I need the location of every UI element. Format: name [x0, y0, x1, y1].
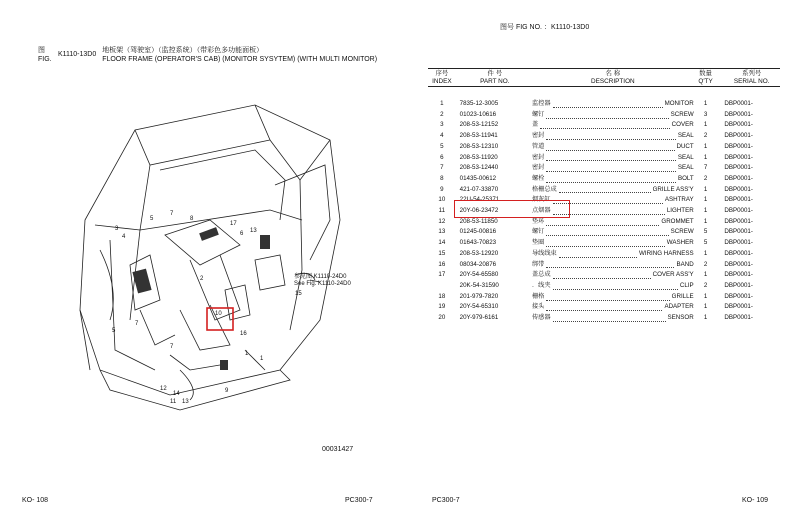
svg-text:1: 1 [245, 351, 249, 357]
svg-text:7: 7 [135, 321, 139, 327]
leader-dots [559, 251, 637, 258]
header-index: 序号 INDEX [428, 69, 456, 87]
row-serial: DBP0001- [724, 174, 753, 182]
row-part-no: 20Y-54-65310 [459, 303, 499, 311]
row-part-no: 421-07-33870 [459, 185, 499, 193]
leader-dots [546, 144, 674, 151]
row-desc-cn: 密封 [531, 132, 545, 140]
row-desc-cn: 密封 [531, 164, 545, 172]
row-desc-en: COVER [671, 121, 694, 129]
row-index: 19 [438, 303, 446, 311]
row-part-no: 208-53-12152 [459, 121, 499, 129]
row-qty: 1 [703, 303, 708, 311]
row-serial: DBP0001- [724, 110, 753, 118]
row-serial: DBP0001- [724, 185, 753, 193]
table-header-row [428, 69, 780, 87]
row-index: 16 [438, 260, 446, 268]
table-row [428, 142, 780, 153]
row-description [531, 120, 695, 131]
row-desc-cn: 监控器 [531, 100, 551, 107]
row-part-no: 201-979-7820 [459, 292, 499, 300]
leader-dots [546, 229, 668, 236]
row-serial: DBP0001- [724, 207, 753, 215]
row-part-no: 22U-54-25371 [459, 196, 500, 204]
row-description [531, 185, 695, 196]
row-part-no: 01023-10616 [459, 110, 497, 118]
table-row [428, 260, 780, 271]
svg-text:11: 11 [170, 399, 177, 405]
table-row [428, 217, 780, 228]
row-desc-en: SEAL [677, 153, 694, 161]
row-qty: 1 [703, 249, 708, 257]
row-description [531, 142, 695, 153]
row-qty: 3 [703, 110, 708, 118]
row-desc-cn: 烟灰缸 [531, 196, 551, 204]
row-serial: DBP0001- [724, 292, 753, 300]
row-index: 15 [438, 249, 446, 257]
row-serial: DBP0001- [724, 303, 753, 311]
row-desc-cn: 盖总成 [531, 271, 551, 279]
row-serial: DBP0001- [724, 260, 753, 268]
right-model-label: PC300-7 [432, 497, 460, 504]
row-description [531, 99, 695, 110]
row-index: 7 [440, 164, 444, 172]
row-desc-en: GRILLE ASS'Y [652, 185, 694, 193]
row-description [531, 131, 695, 142]
row-description [531, 281, 695, 292]
row-qty: 2 [703, 281, 708, 289]
leader-dots [553, 315, 666, 322]
row-part-no: 01245-00816 [459, 228, 497, 236]
row-desc-cn: 管道 [531, 142, 545, 150]
row-desc-en: SCREW [670, 110, 694, 118]
row-serial: DBP0001- [724, 314, 753, 322]
row-qty: 1 [703, 153, 708, 161]
leader-dots [546, 165, 676, 172]
row-index: 12 [438, 217, 446, 225]
row-desc-en: SEAL [677, 132, 694, 140]
row-desc-en: ASHTRAY [664, 196, 694, 204]
row-desc-cn: 垫圈 [531, 239, 545, 247]
row-serial: DBP0001- [724, 239, 753, 247]
row-serial: DBP0001- [724, 153, 753, 161]
fig-label: 图 FIG. [38, 47, 52, 63]
table-row [428, 238, 780, 249]
row-part-no: 20Y-54-65580 [459, 271, 499, 279]
svg-text:4: 4 [122, 234, 126, 240]
row-qty: 2 [703, 260, 708, 268]
table-row [428, 227, 780, 238]
row-serial: DBP0001- [724, 121, 753, 129]
row-serial: DBP0001- [724, 281, 753, 289]
svg-text:13: 13 [182, 399, 189, 405]
table-row [428, 292, 780, 303]
row-index: 9 [440, 185, 444, 193]
row-serial: DBP0001- [724, 271, 753, 279]
row-qty: 1 [703, 292, 708, 300]
row-part-no: 208-53-12310 [459, 142, 499, 150]
row-part-no: 208-53-11941 [459, 132, 498, 140]
fig-title-cn: 地板架（驾驶室）（监控系统）（带彩色多功能面板） [102, 47, 264, 54]
leader-dots [546, 176, 676, 183]
row-desc-cn: 格栅总成 [531, 185, 557, 193]
row-desc-cn: 绑带 [531, 260, 545, 268]
row-part-no: 20K-54-31590 [459, 281, 499, 289]
row-description [531, 313, 695, 324]
table-row [428, 302, 780, 313]
row-qty: 1 [703, 196, 708, 204]
svg-text:15: 15 [295, 291, 302, 297]
row-index: 8 [440, 174, 444, 182]
row-qty: 2 [703, 174, 708, 182]
row-index: 3 [440, 121, 444, 129]
row-description [531, 110, 695, 121]
row-serial: DBP0001- [724, 132, 753, 140]
row-qty: 1 [703, 271, 708, 279]
row-description [531, 174, 695, 185]
row-desc-cn: ．线夹 [531, 281, 551, 289]
table-row [428, 131, 780, 142]
row-index: 10 [438, 196, 446, 204]
svg-text:7: 7 [170, 211, 174, 217]
row-desc-cn: 栅格 [531, 292, 545, 300]
table-row [428, 174, 780, 185]
svg-text:1: 1 [260, 356, 264, 362]
row-desc-cn: 螺栓 [531, 174, 545, 182]
leader-dots [540, 122, 670, 129]
svg-text:7: 7 [170, 344, 174, 350]
row-part-no: 20Y-06-23472 [459, 207, 499, 215]
leader-dots [546, 304, 662, 311]
header-description: 名 称 DESCRIPTION [531, 69, 695, 87]
row-desc-cn: 导线线束 [531, 249, 557, 257]
leader-dots [546, 133, 676, 140]
table-row [428, 185, 780, 196]
table-row [428, 120, 780, 131]
row-desc-en: WIRING HARNESS [639, 249, 694, 257]
row-qty: 1 [703, 314, 708, 322]
highlight-box [454, 200, 570, 218]
row-description [531, 249, 695, 260]
row-desc-en: WASHER [666, 239, 694, 247]
row-desc-en: BOLT [677, 174, 694, 182]
row-desc-en: MONITOR [664, 100, 694, 107]
row-qty: 1 [703, 100, 708, 107]
row-qty: 1 [703, 121, 708, 129]
row-qty: 1 [703, 142, 708, 150]
row-description [531, 260, 695, 271]
row-qty: 5 [703, 228, 708, 236]
row-desc-en: COVER ASS'Y [652, 271, 694, 279]
row-description [531, 153, 695, 164]
svg-text:12: 12 [160, 386, 167, 392]
table-row [428, 163, 780, 174]
row-desc-en: ADAPTER [664, 303, 694, 311]
row-desc-en: DUCT [676, 142, 694, 150]
row-desc-en: CLIP [679, 281, 694, 289]
row-index [428, 281, 456, 292]
row-part-no: 01435-00612 [459, 174, 497, 182]
table-row [428, 281, 780, 292]
figure-title [38, 46, 377, 64]
row-desc-cn: 螺钉 [531, 228, 545, 236]
svg-text:6: 6 [240, 231, 244, 237]
row-part-no: 208-53-12440 [459, 164, 499, 172]
row-desc-cn: 螺钉 [531, 110, 545, 118]
row-serial: DBP0001- [724, 164, 753, 172]
row-desc-en: BAND [676, 260, 694, 268]
row-desc-cn: 密封 [531, 153, 545, 161]
row-index: 18 [438, 292, 446, 300]
table-row [428, 110, 780, 121]
row-part-no: 20Y-979-6161 [459, 314, 499, 322]
svg-text:13: 13 [250, 228, 257, 234]
leader-dots [559, 186, 651, 193]
row-desc-en: SCREW [670, 228, 694, 236]
header-qty: 数量 Q'TY [695, 69, 717, 87]
row-index: 1 [440, 100, 444, 107]
row-desc-en: SEAL [677, 164, 694, 172]
row-serial: DBP0001- [724, 142, 753, 150]
row-desc-en: GROMMET [661, 217, 694, 225]
row-desc-cn: 垫环 [531, 217, 545, 225]
leader-dots [553, 272, 651, 279]
svg-text:17: 17 [230, 221, 237, 227]
leader-dots [546, 294, 669, 301]
svg-text:8: 8 [190, 216, 194, 222]
row-description [531, 270, 695, 281]
row-qty: 1 [703, 185, 708, 193]
row-index: 4 [440, 132, 444, 140]
row-part-no: 01643-70823 [459, 239, 497, 247]
leader-dots [546, 240, 664, 247]
svg-text:10: 10 [215, 311, 222, 317]
parts-table [428, 68, 780, 324]
row-description [531, 292, 695, 303]
row-part-no: 7835-12-3005 [459, 100, 499, 107]
drawing-number: 00031427 [322, 446, 354, 453]
svg-text:9: 9 [225, 388, 229, 394]
row-description [531, 238, 695, 249]
row-serial: DBP0001- [724, 196, 753, 204]
cab-exploded-diagram [40, 70, 370, 420]
svg-text:14: 14 [173, 391, 180, 397]
row-desc-cn: 接头 [531, 303, 545, 311]
row-index: 13 [438, 228, 446, 236]
leader-dots [553, 283, 678, 290]
header-serial: 系列号 SERIAL NO. [716, 69, 780, 87]
right-page-number: KO- 109 [742, 497, 769, 504]
table-row [428, 99, 780, 110]
row-serial: DBP0001- [724, 217, 753, 225]
reference-note: 参见图 K1110-24D0 See Fig. K1110-24D0 [294, 274, 351, 287]
row-desc-cn: 点烟器 [531, 207, 551, 215]
table-row [428, 270, 780, 281]
row-index: 6 [440, 153, 444, 161]
leader-dots [546, 219, 659, 226]
row-qty: 1 [703, 217, 708, 225]
row-qty: 5 [703, 239, 708, 247]
row-serial: DBP0001- [724, 100, 753, 107]
row-qty: 7 [703, 164, 708, 172]
svg-text:3: 3 [115, 226, 119, 232]
svg-text:5: 5 [150, 216, 154, 222]
row-description [531, 227, 695, 238]
row-index: 5 [440, 142, 444, 150]
row-serial: DBP0001- [724, 228, 753, 236]
row-desc-en: LIGHTER [666, 207, 694, 215]
row-part-no: 208-53-11850 [459, 217, 498, 225]
svg-text:16: 16 [240, 331, 247, 337]
row-index: 11 [438, 207, 446, 215]
row-desc-en: SENSOR [667, 314, 694, 322]
fig-title-text [102, 46, 377, 64]
fig-number: K1110-13D0 [57, 51, 97, 58]
row-serial: DBP0001- [724, 249, 753, 257]
fig-no-header: 图号 FIG NO. ：K1110-13D0 [500, 24, 590, 31]
svg-text:5: 5 [112, 328, 116, 334]
row-index: 17 [438, 271, 446, 279]
row-part-no: 08034-20876 [459, 260, 497, 268]
row-index: 2 [440, 110, 444, 118]
header-part-no: 件 号 PART NO. [456, 69, 531, 87]
row-index: 20 [438, 314, 446, 322]
table-row [428, 249, 780, 260]
table-row [428, 313, 780, 324]
row-part-no: 208-53-11920 [459, 153, 498, 161]
leader-dots [546, 112, 668, 119]
row-desc-cn: 传感器 [531, 314, 551, 322]
leader-dots [546, 154, 676, 161]
svg-text:2: 2 [200, 276, 204, 282]
left-model-label: PC300-7 [345, 497, 373, 504]
fig-title-en: FLOOR FRAME (OPERATOR'S CAB) (MONITOR SYSYTEM) (WITH MULTI MONITOR) [102, 56, 378, 63]
row-qty: 2 [703, 132, 708, 140]
leader-dots [553, 101, 663, 108]
row-desc-en: GRILLE [671, 292, 694, 300]
leader-dots [546, 261, 674, 268]
row-description [531, 217, 695, 228]
row-part-no: 208-53-12920 [459, 249, 499, 257]
row-desc-cn: 盖 [531, 121, 539, 129]
left-page-number: KO- 108 [22, 497, 49, 504]
row-qty: 1 [703, 207, 708, 215]
table-row [428, 153, 780, 164]
row-description [531, 163, 695, 174]
row-description [531, 302, 695, 313]
row-index: 14 [438, 239, 446, 247]
